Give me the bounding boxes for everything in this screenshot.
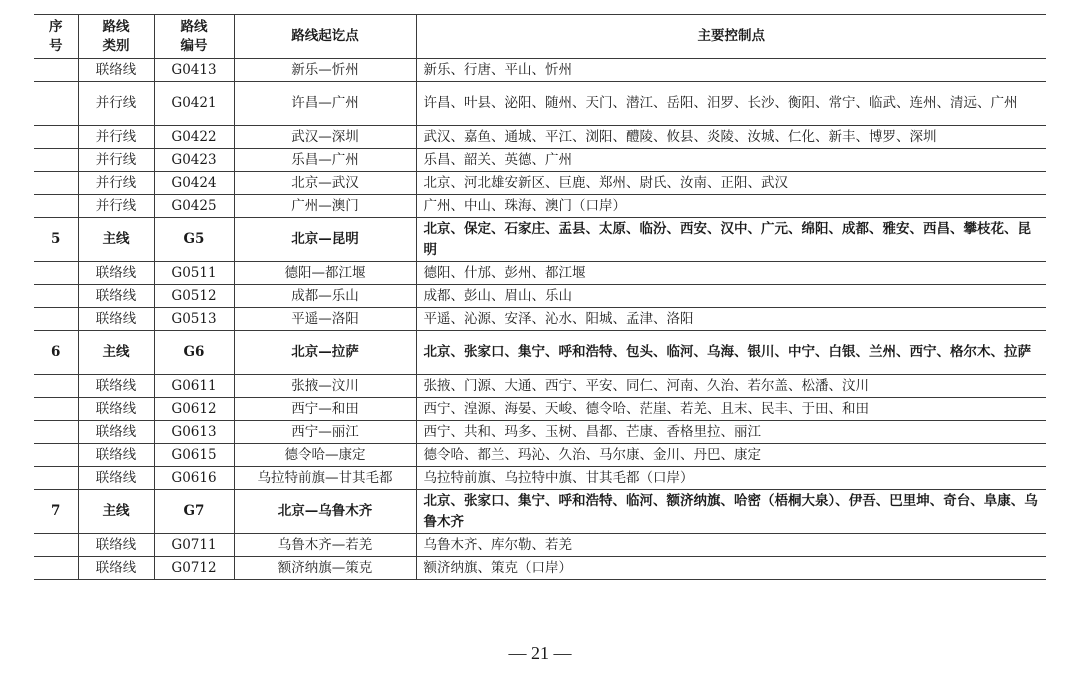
cell-code: G0511	[154, 262, 234, 285]
table-row	[34, 218, 1046, 262]
cell-endpoints: 北京—昆明	[234, 218, 416, 262]
cell-points: 平遥、沁源、安泽、沁水、阳城、孟津、洛阳	[416, 308, 1046, 331]
route-table-body	[34, 59, 1046, 580]
cell-type: 并行线	[78, 82, 154, 126]
cell-endpoints: 北京—武汉	[234, 172, 416, 195]
cell-seq	[34, 82, 78, 126]
cell-points: 北京、保定、石家庄、盂县、太原、临汾、西安、汉中、广元、绵阳、成都、雅安、西昌、攀枝花、昆明	[416, 218, 1046, 262]
cell-points: 德阳、什邡、彭州、都江堰	[416, 262, 1046, 285]
table-row	[34, 331, 1046, 375]
route-table	[34, 14, 1046, 580]
cell-code: G0615	[154, 444, 234, 467]
cell-endpoints: 张掖—汶川	[234, 375, 416, 398]
cell-seq	[34, 262, 78, 285]
cell-seq: 6	[34, 331, 78, 375]
cell-type: 联络线	[78, 557, 154, 580]
cell-seq	[34, 398, 78, 421]
page-number: — 21 —	[508, 643, 572, 663]
cell-code: G0422	[154, 126, 234, 149]
cell-endpoints: 额济纳旗—策克	[234, 557, 416, 580]
cell-seq	[34, 172, 78, 195]
cell-type: 并行线	[78, 195, 154, 218]
header-type: 路线类别	[78, 15, 154, 59]
cell-type: 联络线	[78, 285, 154, 308]
table-row	[34, 195, 1046, 218]
table-row	[34, 172, 1046, 195]
cell-seq: 5	[34, 218, 78, 262]
table-row	[34, 149, 1046, 172]
cell-endpoints: 乌拉特前旗—甘其毛都	[234, 467, 416, 490]
cell-points: 新乐、行唐、平山、忻州	[416, 59, 1046, 82]
header-endpoints: 路线起讫点	[234, 15, 416, 59]
cell-code: G0512	[154, 285, 234, 308]
cell-points: 北京、河北雄安新区、巨鹿、郑州、尉氏、汝南、正阳、武汉	[416, 172, 1046, 195]
cell-endpoints: 北京—拉萨	[234, 331, 416, 375]
cell-code: G6	[154, 331, 234, 375]
cell-type: 并行线	[78, 126, 154, 149]
cell-code: G0423	[154, 149, 234, 172]
cell-endpoints: 德令哈—康定	[234, 444, 416, 467]
cell-type: 联络线	[78, 308, 154, 331]
cell-type: 联络线	[78, 444, 154, 467]
table-row	[34, 126, 1046, 149]
cell-seq	[34, 421, 78, 444]
cell-points: 乐昌、韶关、英德、广州	[416, 149, 1046, 172]
cell-points: 许昌、叶县、泌阳、随州、天门、潜江、岳阳、汨罗、长沙、衡阳、常宁、临武、连州、清远、广州	[416, 82, 1046, 126]
cell-seq	[34, 308, 78, 331]
cell-seq	[34, 444, 78, 467]
table-row	[34, 82, 1046, 126]
cell-endpoints: 成都—乐山	[234, 285, 416, 308]
cell-endpoints: 德阳—都江堰	[234, 262, 416, 285]
cell-points: 西宁、共和、玛多、玉树、昌都、芒康、香格里拉、丽江	[416, 421, 1046, 444]
cell-type: 并行线	[78, 149, 154, 172]
cell-points: 乌拉特前旗、乌拉特中旗、甘其毛都（口岸）	[416, 467, 1046, 490]
cell-endpoints: 许昌—广州	[234, 82, 416, 126]
table-row	[34, 534, 1046, 557]
cell-type: 主线	[78, 218, 154, 262]
header-seq: 序号	[34, 15, 78, 59]
table-row	[34, 557, 1046, 580]
cell-code: G0712	[154, 557, 234, 580]
cell-points: 成都、彭山、眉山、乐山	[416, 285, 1046, 308]
cell-endpoints: 西宁—丽江	[234, 421, 416, 444]
cell-code: G0424	[154, 172, 234, 195]
cell-type: 并行线	[78, 172, 154, 195]
cell-code: G0711	[154, 534, 234, 557]
cell-endpoints: 新乐—忻州	[234, 59, 416, 82]
header-code: 路线编号	[154, 15, 234, 59]
cell-type: 联络线	[78, 534, 154, 557]
cell-points: 张掖、门源、大通、西宁、平安、同仁、河南、久治、若尔盖、松潘、汶川	[416, 375, 1046, 398]
table-row	[34, 262, 1046, 285]
cell-code: G0611	[154, 375, 234, 398]
cell-type: 联络线	[78, 421, 154, 444]
cell-type: 主线	[78, 331, 154, 375]
table-row	[34, 308, 1046, 331]
header-row	[34, 15, 1046, 59]
cell-points: 北京、张家口、集宁、呼和浩特、包头、临河、乌海、银川、中宁、白银、兰州、西宁、格尔木、拉萨	[416, 331, 1046, 375]
cell-points: 广州、中山、珠海、澳门（口岸）	[416, 195, 1046, 218]
cell-points: 乌鲁木齐、库尔勒、若羌	[416, 534, 1046, 557]
cell-seq	[34, 59, 78, 82]
cell-code: G0613	[154, 421, 234, 444]
cell-seq	[34, 285, 78, 308]
cell-code: G0513	[154, 308, 234, 331]
cell-endpoints: 武汉—深圳	[234, 126, 416, 149]
cell-seq: 7	[34, 490, 78, 534]
cell-code: G0421	[154, 82, 234, 126]
cell-type: 主线	[78, 490, 154, 534]
cell-code: G0612	[154, 398, 234, 421]
table-row	[34, 59, 1046, 82]
table-row	[34, 421, 1046, 444]
cell-code: G5	[154, 218, 234, 262]
cell-code: G0413	[154, 59, 234, 82]
cell-type: 联络线	[78, 262, 154, 285]
cell-type: 联络线	[78, 375, 154, 398]
cell-type: 联络线	[78, 59, 154, 82]
cell-endpoints: 平遥—洛阳	[234, 308, 416, 331]
cell-code: G0616	[154, 467, 234, 490]
cell-seq	[34, 149, 78, 172]
table-row	[34, 467, 1046, 490]
cell-seq	[34, 195, 78, 218]
table-row	[34, 398, 1046, 421]
table-row	[34, 375, 1046, 398]
cell-code: G7	[154, 490, 234, 534]
cell-endpoints: 北京—乌鲁木齐	[234, 490, 416, 534]
cell-type: 联络线	[78, 398, 154, 421]
cell-type: 联络线	[78, 467, 154, 490]
cell-endpoints: 广州—澳门	[234, 195, 416, 218]
cell-endpoints: 西宁—和田	[234, 398, 416, 421]
cell-points: 额济纳旗、策克（口岸）	[416, 557, 1046, 580]
cell-seq	[34, 534, 78, 557]
cell-points: 北京、张家口、集宁、呼和浩特、临河、额济纳旗、哈密（梧桐大泉）、伊吾、巴里坤、奇台、阜康、乌鲁木齐	[416, 490, 1046, 534]
cell-endpoints: 乌鲁木齐—若羌	[234, 534, 416, 557]
cell-points: 武汉、嘉鱼、通城、平江、浏阳、醴陵、攸县、炎陵、汝城、仁化、新丰、博罗、深圳	[416, 126, 1046, 149]
table-row	[34, 285, 1046, 308]
cell-endpoints: 乐昌—广州	[234, 149, 416, 172]
table-row	[34, 444, 1046, 467]
table-row	[34, 490, 1046, 534]
cell-points: 西宁、湟源、海晏、天峻、德令哈、茫崖、若羌、且末、民丰、于田、和田	[416, 398, 1046, 421]
cell-seq	[34, 126, 78, 149]
cell-points: 德令哈、都兰、玛沁、久治、马尔康、金川、丹巴、康定	[416, 444, 1046, 467]
cell-seq	[34, 467, 78, 490]
header-points: 主要控制点	[416, 15, 1046, 59]
cell-seq	[34, 375, 78, 398]
cell-seq	[34, 557, 78, 580]
cell-code: G0425	[154, 195, 234, 218]
